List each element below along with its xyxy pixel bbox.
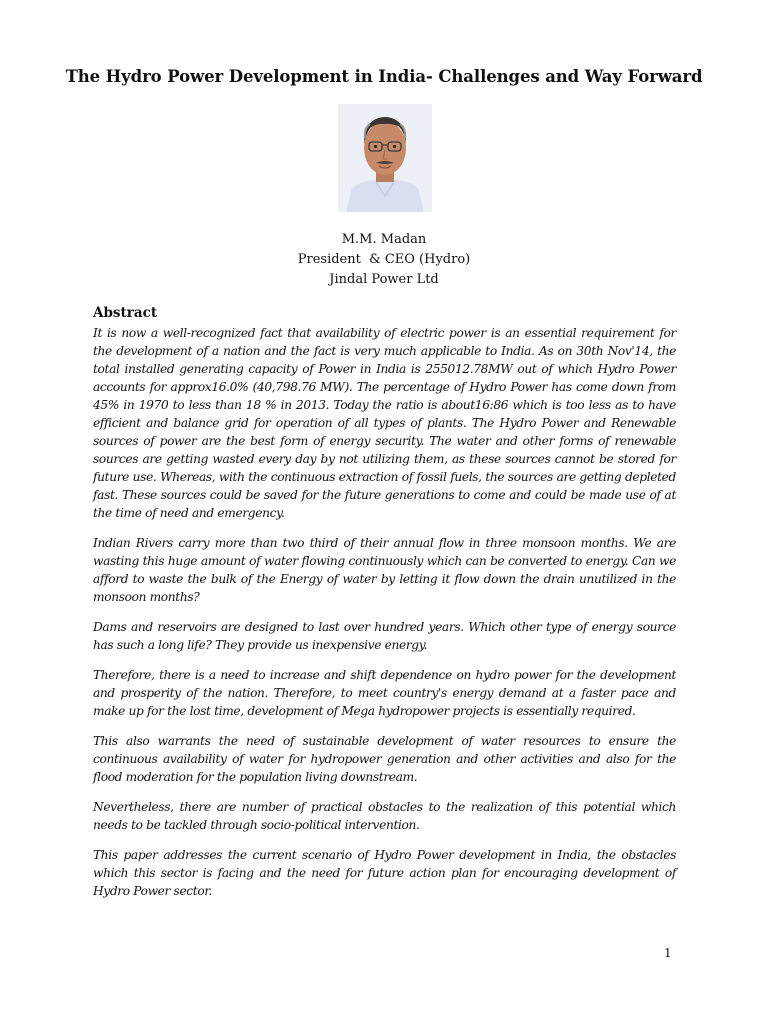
page-number: 1 (664, 946, 672, 960)
paragraph: This paper addresses the current scenario of Hydro Power development in India, the obstacles which this sector is facing and the need for future action plan for encouraging development of Hydro Power sector. (93, 848, 676, 898)
author-name: M.M. Madan (341, 232, 427, 247)
paragraph: Nevertheless, there are number of practical obstacles to the realization of this potential which needs to be tackled through socio-political intervention. (93, 800, 676, 832)
abstract-body (93, 324, 676, 912)
paragraph: Indian Rivers carry more than two third of their annual flow in three monsoon months. We are wasting this huge amount of water flowing continuously which can be converted to energy. Can we afford to waste the bulk of the Energy of water by letting it flow down the drain unutilized in the monsoon months? (93, 536, 676, 604)
abstract-heading: Abstract (93, 305, 158, 321)
author-block (40, 230, 728, 290)
document-title: The Hydro Power Development in India- Challenges and Way Forward (65, 67, 703, 86)
paragraph: Therefore, there is a need to increase and shift dependence on hydro power for the development and prosperity of the nation. Therefore, to meet country's energy demand at a faster pace and make up for the lost time, development of Mega hydropower projects is essentially required. (93, 668, 676, 718)
paragraph: It is now a well-recognized fact that availability of electric power is an essential requirement for the development of a nation and the fact is very much applicable to India. As on 30th Nov'14, the total installed generating capacity of Power in India is 255012.78MW out of which Hydro Power accounts for approx16.0% (40,798.76 MW). The percentage of Hydro Power has come down from 45% in 1970 to less than 18 % in 2013. Today the ratio is about16:86 which is too less as to have efficient and balance grid for operation of all types of plants. The Hydro Power and Renewable sources of power are the best form of energy security. The water and other forms of renewable sources are getting wasted every day by not utilizing them, as these sources cannot be stored for future use. Whereas, with the continuous extraction of fossil fuels, the sources are getting depleted fast. These sources could be saved for the future generations to come and could be made use of at the time of need and emergency. (93, 326, 676, 520)
paragraph: Dams and reservoirs are designed to last over hundred years. Which other type of energy source has such a long life? They provide us inexpensive energy. (93, 620, 676, 652)
paragraph: This also warrants the need of sustainable development of water resources to ensure the continuous availability of water for hydropower generation and other activities and also for the flood moderation for the population living downstream. (93, 734, 676, 784)
author-company: Jindal Power Ltd (329, 272, 439, 287)
author-position: President & CEO (Hydro) (297, 252, 471, 267)
author-photo (338, 104, 432, 212)
